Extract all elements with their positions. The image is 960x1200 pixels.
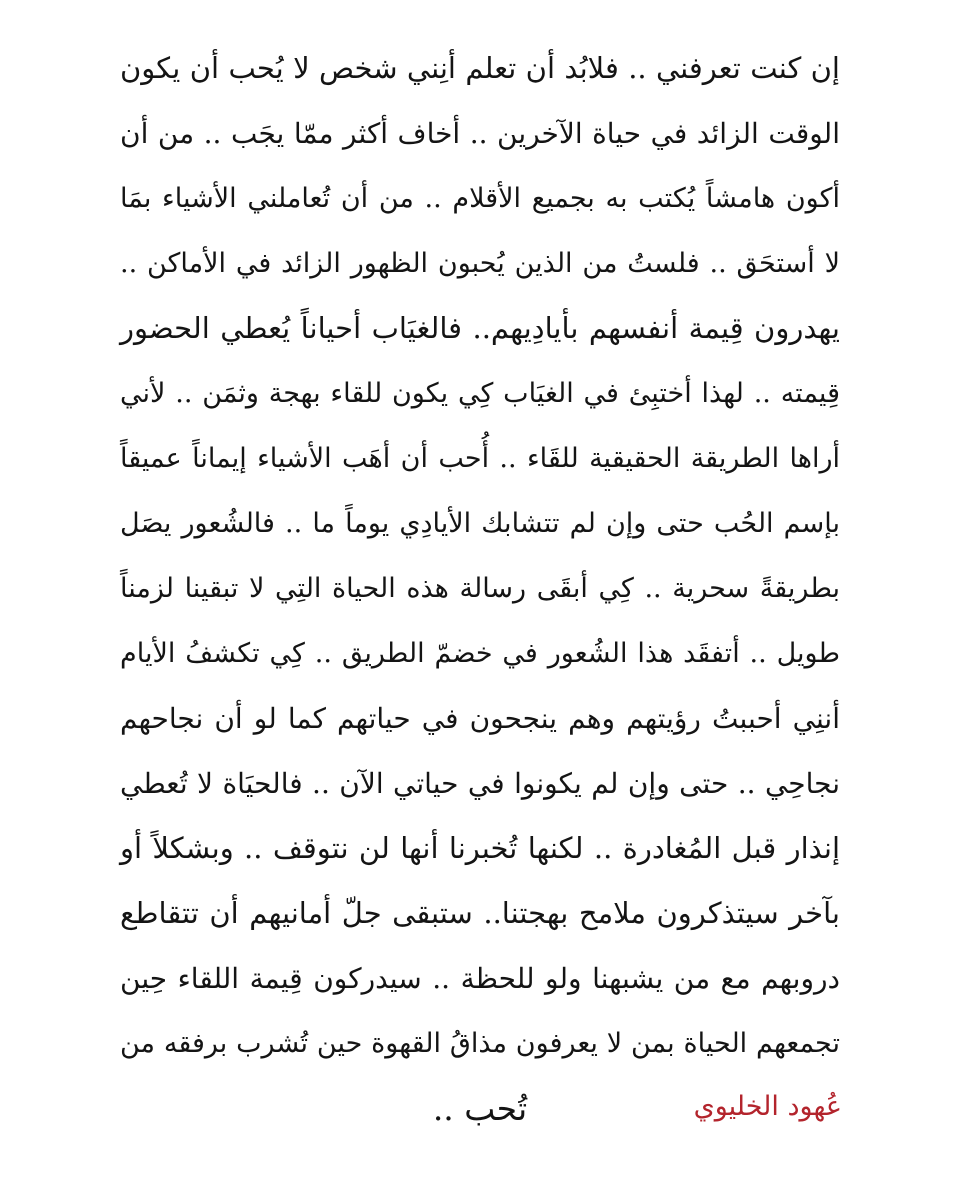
text-line: تجمعهم الحياة بمن لا يعرفون مذاقُ القهوة حين تُشرب برفقه من xyxy=(120,1028,840,1059)
text-line: أكون هامشاً يُكتب به بجميع الأقلام .. من أن تُعاملني الأشياء بمَا xyxy=(120,183,840,214)
text-line: بإسم الحُب حتى وإن لم تتشابك الأيادِي يوماً ما .. فالشُعور يصَل xyxy=(120,508,840,539)
text-line: أراها الطريقة الحقيقية للقَاء .. أُحب أن أهَب الأشياء إيماناً عميقاً xyxy=(120,443,840,474)
text-line: قِيمته .. لهذا أختبِئ في الغيَاب كِي يكون للقاء بهجة وثمَن .. لأني xyxy=(120,378,840,409)
text-line: إن كنت تعرفني .. فلابُد أن تعلم أنِني شخص لا يُحب أن يكون xyxy=(120,51,840,85)
text-line: نجاحِي .. حتى وإن لم يكونوا في حياتي الآن .. فالحيَاة لا تُعطي xyxy=(120,767,840,800)
text-line: أننِي أحببتُ رؤيتهم وهم ينجحون في حياتهم كما لو أن نجاحهم xyxy=(120,702,840,735)
text-line: دروبهم مع من يشبهنا ولو للحظة .. سيدركون قِيمة اللقاء حِين xyxy=(120,962,840,995)
text-line: إنذار قبل المُغادرة .. لكنها تُخبرنا أنها لن نتوقف .. وبشكلاً أو xyxy=(120,831,840,865)
paragraph xyxy=(120,36,840,1141)
author-signature: عُهود الخليوي xyxy=(693,1091,842,1122)
text-line: بآخر سيتذكرون ملامح بهجتنا.. ستبقى جلّ أمانيهم أن تتقاطع xyxy=(120,896,840,930)
text-line: طويل .. أتفقَد هذا الشُعور في خضمّ الطريق .. كِي تكشفُ الأيام xyxy=(120,638,840,669)
text-line: لا أستحَق .. فلستُ من الذين يُحبون الظهور الزائد في الأماكن .. xyxy=(120,248,840,279)
text-line: الوقت الزائد في حياة الآخرين .. أخاف أكثر ممّا يجَب .. من أن xyxy=(120,117,840,150)
text-line: بطريقةً سحرية .. كِي أبقَى رسالة هذه الحياة التِي لا تبقينا لزمناً xyxy=(120,573,840,604)
text-line: يهدرون قِيمة أنفسهم بأيادِيهم.. فالغيَاب أحياناً يُعطي الحضور xyxy=(120,311,840,345)
text-line-final: تُحب .. xyxy=(432,1089,528,1128)
